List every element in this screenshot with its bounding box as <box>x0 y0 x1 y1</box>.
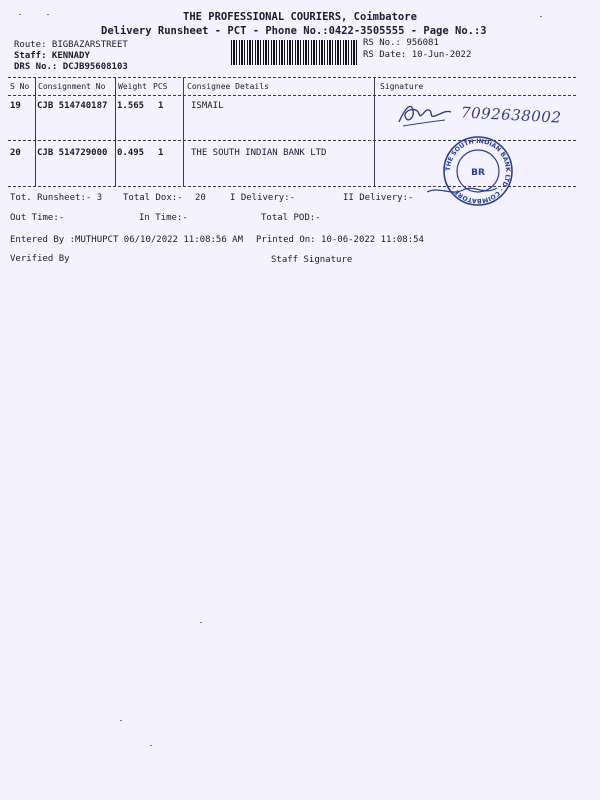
route-label: Route: BIGBAZARSTREET <box>14 40 128 50</box>
rs-date: RS Date: 10-Jun-2022 <box>363 50 472 60</box>
table-row-sno: 20 <box>10 148 21 158</box>
first-delivery: I Delivery:- <box>230 193 296 203</box>
total-runsheet: Tot. Runsheet:- 3 <box>10 193 103 203</box>
table-row-consignee: ISMAIL <box>191 101 224 111</box>
in-time: In Time:- <box>139 213 188 223</box>
printed-on: Printed On: 10-06-2022 11:08:54 <box>256 235 424 245</box>
col-header-signature: Signature <box>380 82 424 91</box>
stamp-ink-scribble <box>425 182 500 202</box>
scan-speck <box>200 622 202 623</box>
company-title: THE PROFESSIONAL COURIERS, Coimbatore <box>183 11 417 23</box>
col-divider <box>35 77 36 186</box>
barcode <box>231 40 359 65</box>
drs-number: DRS No.: DCJB95608103 <box>14 62 128 72</box>
entered-by: Entered By :MUTHUPCT 06/10/2022 11:08:56 AM <box>10 235 243 245</box>
table-row-weight: 1.565 <box>117 101 145 111</box>
table-row-consignee: THE SOUTH INDIAN BANK LTD <box>191 148 327 158</box>
col-header-weight: Weight <box>118 82 147 91</box>
col-divider <box>115 77 116 186</box>
stamp-ring-text: THE SOUTH INDIAN BANK LTD · COIMBATORE · <box>444 137 512 205</box>
handwritten-signature <box>395 98 455 130</box>
out-time: Out Time:- <box>10 213 65 223</box>
scan-speck <box>47 14 49 15</box>
second-delivery: II Delivery:- <box>343 193 414 203</box>
table-row-weight: 0.495 <box>117 148 145 158</box>
scan-speck <box>19 14 21 15</box>
table-header-rule <box>8 95 576 96</box>
handwritten-phone: 7092638002 <box>460 103 562 127</box>
verified-by: Verified By <box>10 254 70 264</box>
staff-signature: Staff Signature <box>271 255 353 265</box>
total-pod: Total POD:- <box>261 213 321 223</box>
col-divider <box>183 77 184 186</box>
table-row-sno: 19 <box>10 101 21 111</box>
table-row-pcs: 1 <box>158 148 164 158</box>
table-row-pcs: 1 <box>158 101 164 111</box>
table-top-rule <box>8 77 576 78</box>
table-row-consignment: CJB 514729000 <box>37 148 108 158</box>
col-header-sno: S No <box>10 82 30 91</box>
stamp-center-text: BR <box>471 168 485 178</box>
staff-label: Staff: KENNADY <box>14 51 90 61</box>
scan-speck <box>150 745 152 746</box>
total-dox-label: Total Dox:- <box>123 193 183 203</box>
rs-number: RS No.: 956081 <box>363 38 439 48</box>
col-divider <box>374 77 375 186</box>
runsheet-title: Delivery Runsheet - PCT - Phone No.:0422-3505555 - Page No.:3 <box>101 25 487 37</box>
scan-speck <box>540 16 542 17</box>
col-header-consignment: Consignment No <box>38 82 106 91</box>
col-header-consignee: Consignee Details <box>187 82 269 91</box>
table-row-consignment: CJB 514740187 <box>37 101 108 111</box>
scan-speck <box>120 720 122 721</box>
col-header-pcs: PCS <box>153 82 168 91</box>
total-dox-value: 20 <box>195 193 206 203</box>
